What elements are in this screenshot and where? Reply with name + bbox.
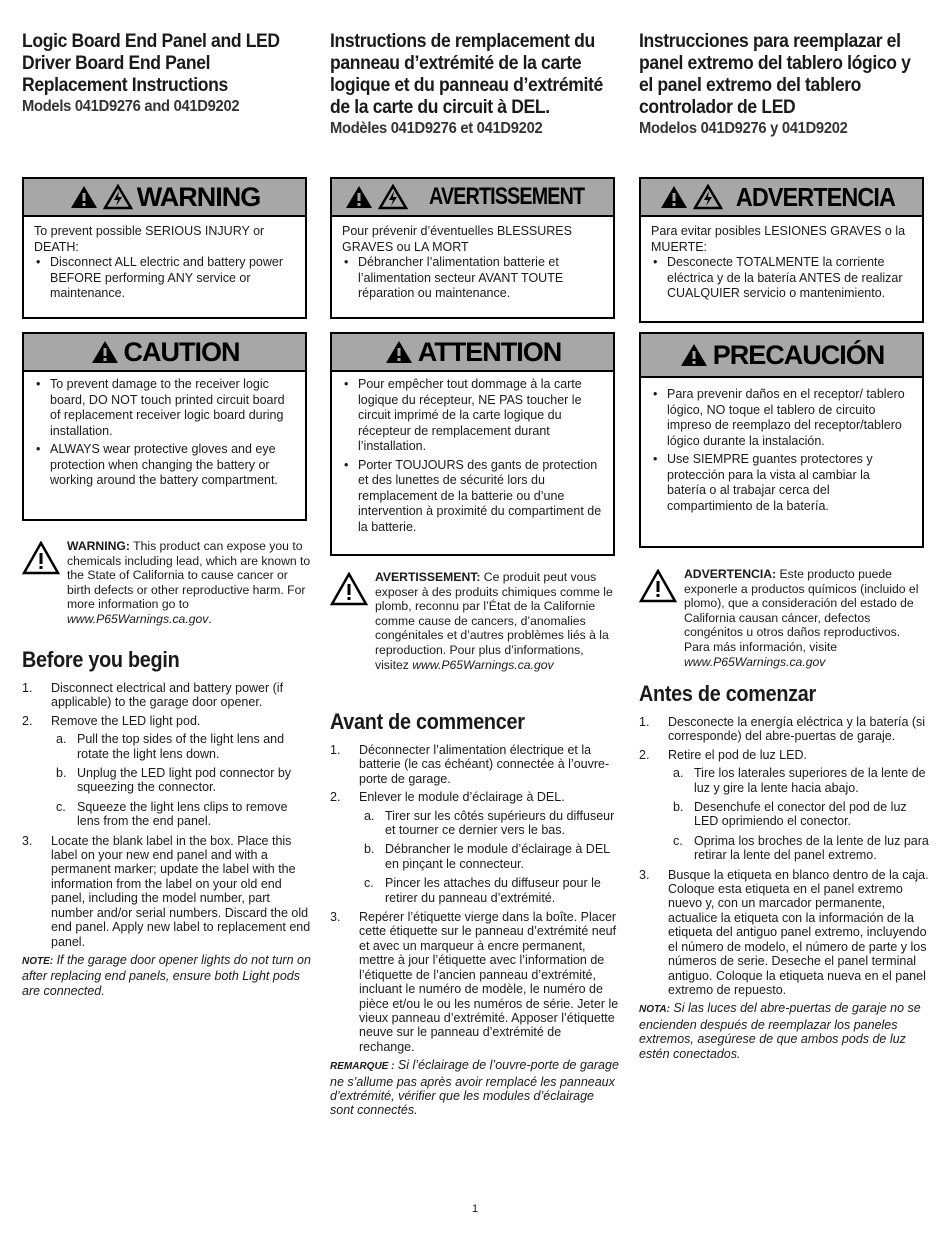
column-spanish (639, 30, 929, 139)
caution-bullet: • Use SIEMPRE guantes protectores y protección para la vista al cambiar la batería o al trabajar cerca del compartimiento de la batería. (651, 452, 912, 514)
steps-list (330, 743, 620, 1054)
caution-bullet: • Porter TOUJOURS des gants de protection et des lunettes de sécurité lors du remplacement de la batterie ou d’une intervention à proximité du compartiment de la batterie. (342, 458, 603, 536)
substep-item: b. Desenchufe el conector del pod de luz LED oprimiendo el conector. (673, 800, 907, 829)
caution-triangle-icon (90, 339, 120, 365)
substep-item: c. Oprima los broches de la lente de luz para retirar la lente del panel extremo. (673, 833, 929, 863)
warning-box (22, 177, 307, 319)
steps-list (22, 681, 312, 949)
electric-shock-icon (378, 184, 408, 210)
warning-intro: Para evitar posibles LESIONES GRAVES o la MUERTE: (651, 224, 906, 254)
warning-bullet: • Desconecte TOTALMENTE la corriente eléctrica y de la batería ANTES de realizar CUALQUIER servicio o mantenimiento. (651, 255, 912, 302)
prop65-warning (639, 567, 929, 669)
page-number: 1 (471, 1203, 479, 1215)
prop65-label: ADVERTENCIA: (684, 567, 777, 581)
step-item: 1. Déconnecter l’alimentation électrique et la batterie (le cas échéant) connectée à l’ouvre-porte de garage. (330, 743, 610, 786)
warning-title: WARNING (136, 181, 261, 212)
warning-box (330, 177, 615, 319)
caution-bullet: • ALWAYS wear protective gloves and eye protection when changing the battery or working around the battery compartment. (34, 442, 295, 489)
warning-intro: Pour prévenir d’éventuelles BLESSURES GRAVES ou LA MORT (342, 224, 572, 254)
caution-header (641, 334, 922, 378)
before-you-begin-section (639, 681, 931, 1061)
page-title: Instrucciones para reemplazar el panel extremo del tablero lógico y el panel extremo del tablero controlador de LED (639, 30, 911, 118)
caution-bullet: • Pour empêcher tout dommage à la carte logique du récepteur, NE PAS toucher le circuit imprimé de la carte logique du récepteur de remplacement durant l’installation. (342, 377, 603, 455)
column-english (22, 30, 312, 117)
substep-item: b. Débrancher le module d’éclairage à DEL en pinçant le connecteur. (364, 842, 610, 871)
caution-title: CAUTION (123, 336, 240, 367)
substep-item: a. Tire los laterales superiores de la lente de luz y gire la lente hacia abajo. (673, 766, 926, 795)
step-item: 3. Repérer l’étiquette vierge dans la boîte. Placer cette étiquette sur le panneau d’extrémité neuf et avec un marqueur à encre permanent, mettre à jour l’étiquette avec l’information de l’étiquette de l’ancien panneau d’extrémité, incluant le numéro de modèle, le numéro de pièce et/ou le ou les numéros de série. Jeter le vieux panneau d’extrémité. Apposer l’étiquette neuve sur le panneau d’extrémité de rechange. (330, 910, 619, 1054)
step-item: 1. Desconecte la energía eléctrica y la batería (si corresponde) del abre-puertas de garaje. (639, 715, 926, 744)
caution-title: ATTENTION (417, 336, 562, 367)
section-heading: Avant de commencer (330, 709, 525, 734)
caution-header (24, 334, 305, 372)
prop65-url[interactable]: www.P65Warnings.ca.gov (67, 611, 209, 626)
warning-triangle-icon (344, 184, 374, 210)
warning-box (639, 177, 924, 323)
prop65-warning: WARNING: This product can expose you to chemicals including lead, which are known to the State of California to cause cancer or birth defects or other reproductive harm. For more information go to www.P65Warnings.ca.gov. (22, 539, 312, 627)
substep-item: a. Tirer sur les côtés supérieurs du diffuseur et tourner ce dernier vers le bas. (364, 808, 615, 838)
page-title: Instructions de remplacement du panneau d’extrémité de la carte logique et du panneau d’extrémité de la carte du circuit à DEL. (330, 30, 603, 118)
note: NOTA: Si las luces del abre-puertas de garaje no se encienden después de reemplazar los paneles extremos, asegúrese de que ambos pods de luz estén conectados. (639, 1001, 921, 1061)
prop65-url[interactable]: www.P65Warnings.ca.gov (684, 654, 826, 669)
warning-bullet: • Débrancher l’alimentation batterie et l’alimentation secteur AVANT TOUTE réparation ou maintenance. (342, 255, 603, 302)
step-item: 2. Retire el pod de luz LED. a. Tire los laterales superiores de la lente de luz y gire la lente hacia abajo. b. Desenchufe el conector del pod de luz LED oprimiendo el conector. c. Oprima los broches de la lente de luz para retirar la lente del panel extremo. (639, 748, 931, 863)
prop65-label: WARNING: (67, 539, 130, 553)
caution-box (330, 332, 615, 556)
warning-triangle-icon (659, 184, 689, 210)
step-item: 2. Enlever le module d’éclairage à DEL. a. Tirer sur les côtés supérieurs du diffuseur et tourner ce dernier vers le bas. b. Débrancher le module d’éclairage à DEL en pinçant le connecteur. c. Pincer les attaches du diffuseur pour le retirer du panneau d’extrémité. (330, 790, 620, 905)
prop65-text: Ce produit peut vous exposer à des produits chimiques comme le plomb, reconnu par l’État de la Californie comme cause de cancers, d’anomalies congénitales et d’autres problèmes liés à la reproduction. Pour plus d’informations, visitez (375, 570, 613, 672)
before-you-begin-section (22, 647, 312, 998)
substep-item: b. Unplug the LED light pod connector by squeezing the connector. (56, 766, 292, 795)
step-item: 3. Locate the blank label in the box. Place this label on your new end panel and with a permanent marker; update the label with the information from the label on your old end panel, including the model number, part number and/or serial numbers. Discard the old end panel. Apply new label to replacement end panel. (22, 833, 311, 949)
substep-item: c. Squeeze the light lens clips to remove lens from the end panel. (56, 799, 288, 829)
substep-item: c. Pincer les attaches du diffuseur pour le retirer du panneau d’extrémité. (364, 876, 601, 905)
section-heading: Before you begin (22, 647, 180, 672)
warning-triangle-icon (69, 184, 99, 210)
warning-title: AVERTISSEMENT (428, 183, 585, 210)
warning-triangle-icon (330, 572, 368, 606)
caution-triangle-icon (384, 339, 414, 365)
caution-bullet: • To prevent damage to the receiver logic board, DO NOT touch printed circuit board of replacement receiver logic board during installation. (34, 377, 295, 439)
caution-triangle-icon (679, 342, 709, 368)
warning-bullet: • Disconnect ALL electric and battery power BEFORE performing ANY service or maintenance. (34, 255, 295, 302)
prop65-url[interactable]: www.P65Warnings.ca.gov (412, 657, 554, 672)
warning-header (332, 179, 613, 217)
before-you-begin-section (330, 709, 620, 1118)
warning-triangle-icon (22, 541, 60, 575)
warning-intro: To prevent possible SERIOUS INJURY or DEATH: (34, 224, 265, 254)
electric-shock-icon (693, 184, 723, 210)
section-heading: Antes de comenzar (639, 681, 816, 706)
models-subtitle: Modèles 041D9276 et 041D9202 (330, 120, 543, 137)
substep-item: a. Pull the top sides of the light lens and rotate the light lens down. (56, 732, 285, 761)
page-title: Logic Board End Panel and LED Driver Board End Panel Replacement Instructions (22, 30, 280, 96)
caution-box (639, 332, 924, 548)
caution-bullet: • Para prevenir daños en el receptor/ tablero lógico, NO toque el tablero de circuito impreso de reemplazo del receptor/tablero lógico durante la instalación. (651, 387, 912, 449)
step-item: 3. Busque la etiqueta en blanco dentro de la caja. Coloque esta etiqueta en el panel extremo nuevo y, con un marcador permanente, actualice la etiqueta con la información de la etiqueta del antiguo panel extremo, incluyendo el número de modelo, el número de parte y los números de serie. Deseche el panel terminal antiguo. Coloque la etiqueta nueva en el panel extremo de repuesto. (639, 867, 929, 997)
warning-header (641, 179, 922, 217)
models-subtitle: Models 041D9276 and 041D9202 (22, 98, 240, 115)
prop65-text: Este producto puede exponerle a productos químicos (incluido el plomo), que a consideración del estado de California causan cáncer, defectos congénitos u otros daños reproductivos. Para más información, visite (684, 567, 919, 654)
caution-title: PRECAUCIÓN (712, 339, 885, 370)
step-item: 1. Disconnect electrical and battery power (if applicable) to the garage door opener. (22, 681, 284, 710)
note: REMARQUE : Si l’éclairage de l’ouvre-porte de garage ne s’allume pas après avoir remplacé les panneaux d’extrémité, vérifier que les modules d’éclairage sont connectés. (330, 1058, 619, 1118)
warning-title: ADVERTENCIA (735, 181, 896, 212)
warning-triangle-icon (639, 569, 677, 603)
step-item: 2. Remove the LED light pod. a. Pull the top sides of the light lens and rotate the light lens down. b. Unplug the LED light pod connector by squeezing the connector. c. Squeeze the light lens clips to remove lens from the end panel. (22, 714, 312, 829)
prop65-warning (330, 570, 620, 672)
prop65-label: AVERTISSEMENT: (375, 570, 481, 584)
warning-header (24, 179, 305, 217)
caution-header (332, 334, 613, 372)
models-subtitle: Modelos 041D9276 y 041D9202 (639, 120, 848, 137)
steps-list (639, 715, 931, 997)
caution-box (22, 332, 307, 521)
column-french (330, 30, 620, 139)
electric-shock-icon (103, 184, 133, 210)
note: NOTE: If the garage door opener lights do not turn on after replacing end panels, ensure both Light pods are connected. (22, 952, 311, 998)
prop65-text: This product can expose you to chemicals including lead, which are known to the State of California to cause cancer or birth defects or other reproductive harm. For more information go to (67, 539, 311, 612)
